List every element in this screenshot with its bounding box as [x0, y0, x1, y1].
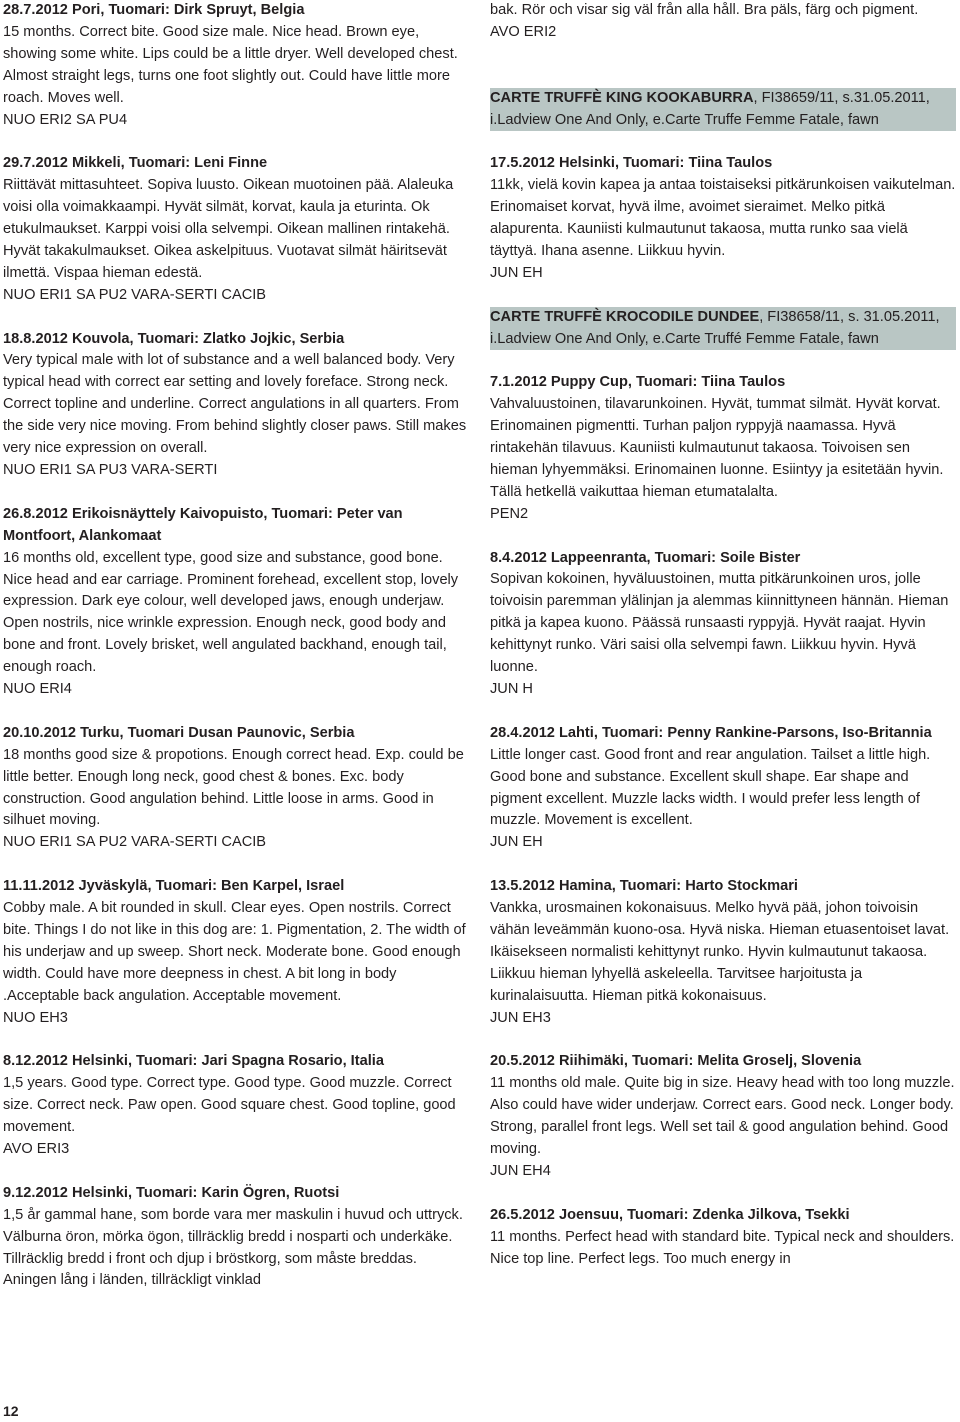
entry-text: 11 months old male. Quite big in size. Heavy head with too long muzzle. Also could have wider underjaw. Correct ears. Good neck. Longer body. Strong, parallel front legs. Well set tail & good angulation behind. Good moving. — [490, 1075, 955, 1157]
entry-result: JUN EH4 — [490, 1162, 551, 1179]
show-entry — [490, 723, 956, 854]
entry-result: PEN2 — [490, 505, 529, 522]
show-entry — [3, 0, 473, 131]
show-entry — [490, 1205, 956, 1271]
entry-text: 11 months. Perfect head with standard bite. Typical neck and shoulders. Nice top line. Perfect legs. Too much energy in — [490, 1228, 955, 1267]
entry-result: AVO ERI2 — [490, 23, 557, 40]
dog-details: , FI38659/11, s.31.05.2011, i.Ladview One And Only, e.Carte Truffe Femme Fatale, fawn — [490, 89, 930, 128]
entry-result: NUO ERI4 — [3, 681, 72, 698]
entry-heading: 8.4.2012 Lappeenranta, Tuomari: Soile Bister — [490, 549, 801, 566]
entry-heading: 7.1.2012 Puppy Cup, Tuomari: Tiina Taulos — [490, 374, 786, 391]
dog-details: , FI38658/11, s. 31.05.2011, i.Ladview One And Only, e.Carte Truffé Femme Fatale, fawn — [490, 308, 940, 347]
entry-heading: 13.5.2012 Hamina, Tuomari: Harto Stockmari — [490, 878, 798, 895]
entry-text: bak. Rör och visar sig väl från alla håll. Bra päls, färg och pigment. — [490, 2, 919, 18]
entry-heading: 26.8.2012 Erikoisnäyttely Kaivopuisto, Tuomari: Peter van Montfoort, Alankomaat — [3, 505, 403, 544]
entry-text: 16 months old, excellent type, good size and substance, good bone. Nice head and ear carriage. Prominent forehead, excellent stop, lovely expression. Dark eye colour, well developed jaws, enough underjaw. Open nostrils, nice wrinkle expression. Enough neck, good body and bone and front. Lovely brisket, well angulated backhand, enough tail, enough roach. — [3, 549, 459, 676]
entry-text: 1,5 år gammal hane, som borde vara mer maskulin i huvud och uttryck. Välburna öron, mörka ögon, tillräcklig bredd i nosparti och underkäke. Tillräcklig bredd i front och djup i bröstkorg, som måste breddas. Aningen lång i länden, tillräckligt vinklad — [3, 1206, 463, 1289]
entry-heading: 29.7.2012 Mikkeli, Tuomari: Leni Finne — [3, 155, 268, 172]
entry-heading: 28.7.2012 Pori, Tuomari: Dirk Spruyt, Belgia — [3, 2, 305, 18]
entry-text: Cobby male. A bit rounded in skull. Clear eyes. Open nostrils. Correct bite. Things I do not like in this dog are: 1. Pigmentation, 2. The width of his underjaw and up sweep. Short neck. Moderate bone. Good enough width. Could have more deepness in chest. A bit long in body .Acceptable back angulation. Acceptable movement. — [3, 900, 466, 1004]
show-entry-continued — [490, 0, 956, 44]
entry-heading: 26.5.2012 Joensuu, Tuomari: Zdenka Jilkova, Tsekki — [490, 1206, 850, 1223]
show-entry — [3, 723, 473, 854]
right-column — [490, 0, 956, 1270]
dog-title-krocodile-dundee — [490, 307, 956, 351]
entry-heading: 28.4.2012 Lahti, Tuomari: Penny Rankine-Parsons, Iso-Britannia — [490, 724, 932, 741]
entry-result: NUO ERI1 SA PU2 VARA-SERTI CACIB — [3, 834, 267, 851]
show-entry — [490, 876, 956, 1029]
entry-result: NUO ERI1 SA PU2 VARA-SERTI CACIB — [3, 286, 267, 303]
entry-heading: 18.8.2012 Kouvola, Tuomari: Zlatko Jojkic, Serbia — [3, 330, 345, 347]
entry-text: 18 months good size & propotions. Enough correct head. Exp. could be little better. Enough long neck, good chest & bones. Exc. body construction. Good angulation behind. Little loose in arms. Good in silhuet moving. — [3, 746, 464, 829]
entry-result: NUO EH3 — [3, 1009, 68, 1026]
entry-heading: 8.12.2012 Helsinki, Tuomari: Jari Spagna Rosario, Italia — [3, 1053, 384, 1070]
entry-text: Riittävät mittasuhteet. Sopiva luusto. Oikean muotoinen pää. Alaleuka voisi olla voimakkaampi. Hyvät silmät, korvat, kaula ja eturinta. Ok etukulmaukset. Karppi voisi olla selvempi. Oikean mallinen rintakehä. Hyvät takakulmaukset. Oikea askelpituus. Vuotavat silmät häiritsevät ilmettä. Vispaa hieman edestä. — [3, 177, 454, 281]
show-entry — [3, 876, 473, 1029]
left-column — [3, 0, 473, 1292]
entry-result: AVO ERI3 — [3, 1141, 70, 1158]
dog-name: CARTE TRUFFÈ KROCODILE DUNDEE — [490, 308, 760, 325]
entry-text: Little longer cast. Good front and rear angulation. Tailset a little high. Good bone and substance. Excellent skull shape. Ear shape and pigment excellent. Muzzle lacks width. I would prefer less length of muzzle. Movement is excellent. — [490, 746, 931, 829]
page-number: 12 — [3, 1403, 19, 1419]
entry-text: 1,5 years. Good type. Correct type. Good type. Good muzzle. Correct size. Correct neck. Paw open. Good square chest. Good topline, good movement. — [3, 1075, 456, 1136]
entry-text: Vahvaluustoinen, tilavarunkoinen. Hyvät, tummat silmät. Hyvät korvat. Erinomainen pigmentti. Turhan paljon ryppyjä naamassa. Hyvä rintakehän tilavuus. Kauniisti kulmautunut takaosa. Toivoisen sen hieman lyhyemmäksi. Erinomainen luonne. Esiintyy ja esitetään hyvin. Tällä hetkellä vaikuttaa hieman etumatalalta. — [490, 396, 944, 500]
dog-name: CARTE TRUFFÈ KING KOOKABURRA — [490, 89, 754, 106]
show-entry — [3, 1051, 473, 1161]
show-entry — [490, 1051, 956, 1182]
entry-text: Vankka, urosmainen kokonaisuus. Melko hyvä pää, johon toivoisin vähän leveämmän kuono-osa. Hyvä niska. Hieman etuasentoiset lavat. Ikäisekseen normalisti kehittynyt runko. Hyvin kulmautunut takaosa. Liikkuu hieman lyhyellä askeleella. Tarvitsee harjoitusta ja kurinalaisuutta. Hieman pitkä kokonaisuus. — [490, 900, 950, 1004]
show-entry — [3, 1183, 473, 1293]
entry-result: JUN EH3 — [490, 1009, 551, 1026]
entry-result: JUN EH — [490, 834, 543, 851]
entry-result: NUO ERI1 SA PU3 VARA-SERTI — [3, 462, 218, 478]
entry-heading: 17.5.2012 Helsinki, Tuomari: Tiina Taulos — [490, 155, 773, 172]
show-entry — [490, 372, 956, 525]
entry-result: NUO ERI2 SA PU4 — [3, 111, 128, 128]
entry-text: Very typical male with lot of substance and a well balanced body. Very typical head with correct ear setting and lovely foreface. Strong neck. Correct topline and underline. Correct angulations in all quarters. From the side very nice moving. From behind slightly closer paws. Still makes very nice expression on overall. — [3, 352, 467, 457]
entry-text: 11kk, vielä kovin kapea ja antaa toistaiseksi pitkärunkoisen vaikutelman. Erinomaiset korvat, hyvä ilme, avoimet sieraimet. Melko pitkä alapurenta. Kauniisti kulmautunut takaosa, mutta runko saa vielä täyttyä. Ihana asenne. Liikkuu hyvin. — [490, 177, 956, 259]
entry-text: Sopivan kokoinen, hyväluustoinen, mutta pitkärunkoinen uros, jolle toivoisin paremman ylälinjan ja alemmas kiinnittyneen hännän. Hieman pitkä ja kapea kuono. Päässä runsaasti ryppyjä. Hyvät raajat. Hyvin kehittynyt runko. Väri saisi olla selvempi fawn. Liikkuu hyvin. Hyvä luonne. — [490, 571, 949, 676]
entry-heading: 9.12.2012 Helsinki, Tuomari: Karin Ögren, Ruotsi — [3, 1184, 340, 1201]
entry-result: JUN H — [490, 681, 533, 697]
entry-heading: 20.5.2012 Riihimäki, Tuomari: Melita Groselj, Slovenia — [490, 1053, 862, 1070]
show-entry — [3, 153, 473, 306]
show-entry — [3, 329, 473, 482]
entry-text: 15 months. Correct bite. Good size male. Nice head. Brown eye, showing some white. Lips could be a little dryer. Well developed chest. Almost straight legs, turns one foot slightly out. Could have little more roach. Moves well. — [3, 23, 458, 106]
entry-heading: 11.11.2012 Jyväskylä, Tuomari: Ben Karpel, Israel — [3, 878, 345, 895]
entry-result: JUN EH — [490, 264, 543, 281]
show-entry — [3, 504, 473, 701]
show-entry — [490, 548, 956, 701]
dog-title-king-kookaburra — [490, 88, 956, 132]
entry-heading: 20.10.2012 Turku, Tuomari Dusan Paunovic, Serbia — [3, 724, 355, 741]
show-entry — [490, 153, 956, 284]
